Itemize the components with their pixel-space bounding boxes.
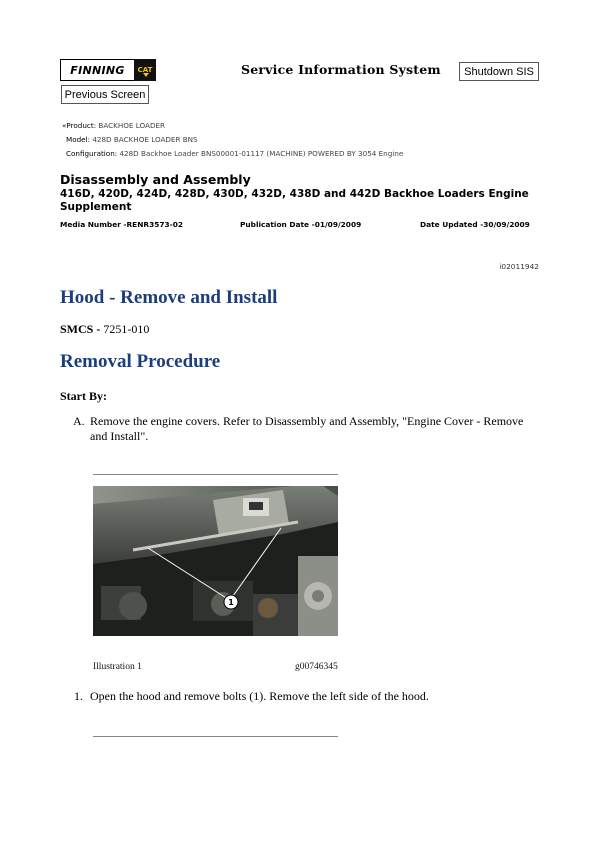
smcs-value: 7251-010 [103, 322, 150, 336]
cat-logo-mark: CAT [134, 59, 156, 81]
back-arrow-icon[interactable]: « [62, 121, 67, 130]
smcs-label: SMCS - [60, 322, 101, 336]
model-label: Model: [66, 135, 91, 144]
hood-photo-graphic [93, 486, 338, 636]
step-a-marker: A. [73, 414, 85, 428]
step-1-text: Open the hood and remove bolts (1). Remove the left side of the hood. [90, 689, 429, 703]
previous-screen-button[interactable]: Previous Screen [61, 85, 149, 104]
system-title: Service Information System [241, 62, 441, 77]
step-1-marker: 1. [74, 689, 83, 703]
media-number: Media Number -RENR3573-02 [60, 220, 184, 229]
start-by-label: Start By: [60, 389, 107, 403]
configuration-info-line [66, 149, 403, 158]
illustration-bottom-rule [93, 736, 338, 737]
model-info-line [66, 135, 198, 144]
document-title-block [60, 172, 545, 214]
date-updated: Date Updated -30/09/2009 [420, 220, 530, 229]
illustration-top-rule [93, 474, 338, 475]
publication-date: Publication Date -01/09/2009 [240, 220, 362, 229]
section-heading-removal: Removal Procedure [60, 351, 221, 372]
finning-logo-text: FINNING [60, 59, 134, 81]
illustration-id: g00746345 [295, 662, 338, 672]
shutdown-sis-button[interactable]: Shutdown SIS [459, 62, 539, 81]
product-info-line [62, 121, 165, 130]
product-label: Product: [66, 121, 97, 130]
callout-label: 1 [228, 597, 234, 607]
illustration-caption: Illustration 1 [93, 662, 142, 672]
configuration-label: Configuration: [66, 149, 118, 158]
smcs-code [60, 322, 149, 337]
step-a-text: Remove the engine covers. Refer to Disassembly and Assembly, "Engine Cover - Remove and Install". [90, 414, 524, 443]
model-value: 428D BACKHOE LOADER BNS [92, 135, 198, 144]
finning-cat-logo [60, 59, 156, 81]
document-title: Disassembly and Assembly [60, 172, 251, 187]
document-subtitle: 416D, 420D, 424D, 428D, 430D, 432D, 438D and 442D Backhoe Loaders Engine Supplement [60, 188, 529, 213]
document-id: i02011942 [499, 262, 539, 271]
hood-illustration [93, 486, 338, 636]
configuration-value: 428D Backhoe Loader BNS00001-01117 (MACHINE) POWERED BY 3054 Engine [119, 149, 404, 158]
page-heading: Hood - Remove and Install [60, 287, 278, 308]
product-value: BACKHOE LOADER [98, 121, 166, 130]
